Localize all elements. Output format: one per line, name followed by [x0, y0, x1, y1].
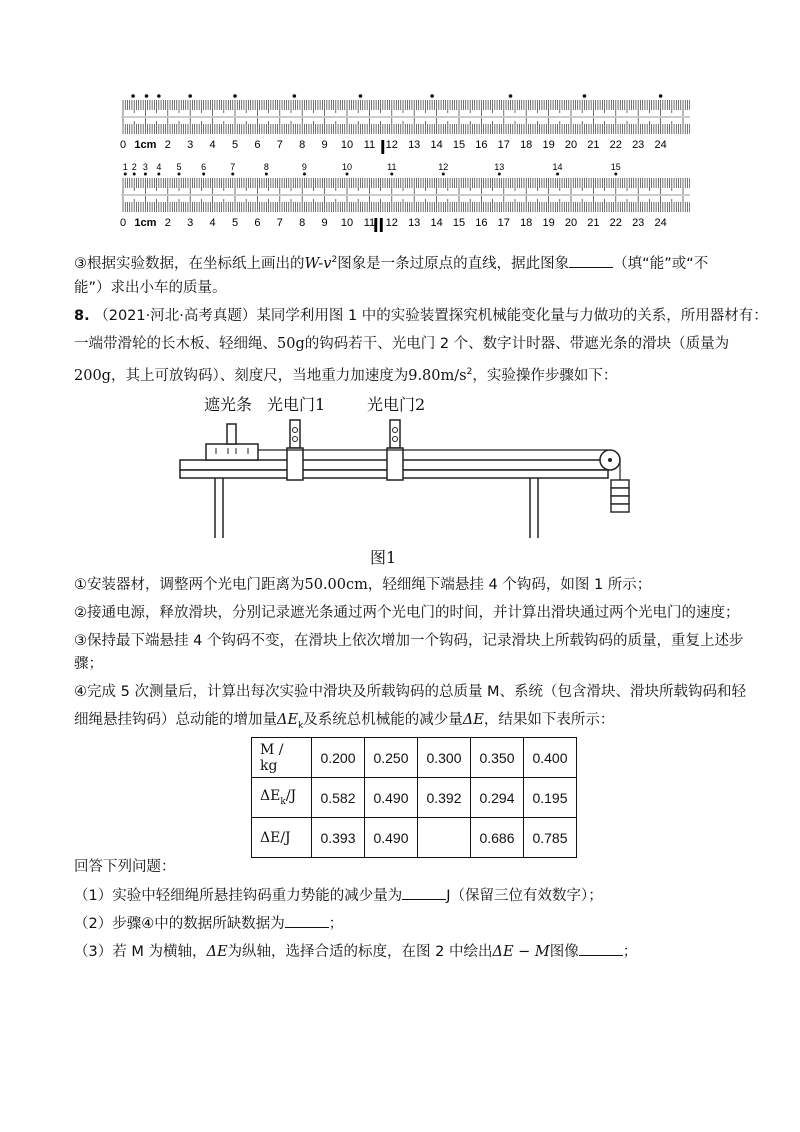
ruler-number: 9 [321, 217, 328, 229]
ruler-one-label: I [380, 137, 386, 159]
question-text: J（保留三位有效数字）； [446, 888, 603, 904]
ruler-point-label: 5 [176, 162, 182, 172]
question-number: 8. [74, 308, 90, 324]
ruler-two [120, 162, 690, 229]
ruler-number: 4 [209, 217, 216, 229]
ruler-number: 21 [587, 217, 600, 229]
table-cell: 0.195 [524, 778, 577, 818]
ruler-number: 6 [254, 139, 261, 151]
ruler-number: 8 [299, 217, 306, 229]
figure-caption: 图1 [370, 548, 397, 567]
table-cell-missing [418, 818, 471, 858]
subscript: k [280, 796, 286, 807]
ruler-number: 24 [654, 139, 667, 151]
step-text: ，轻细绳下端悬挂 4 个钩码，如图 1 所示； [367, 577, 652, 593]
ruler-dot [293, 94, 297, 98]
step-4-line1: ④完成 5 次测量后，计算出每次实验中滑块及所载钩码的总质量 M、系统（包含滑块、滑块所载钩码和轻 [74, 684, 747, 700]
ruler-number: 22 [609, 139, 622, 151]
ruler-dot [202, 173, 205, 176]
ruler-dot [390, 173, 393, 176]
ruler-dot [124, 173, 127, 176]
question-text: （3）若 M 为横轴， [74, 944, 207, 960]
ruler-number: 5 [231, 139, 239, 151]
subscript: k [298, 720, 304, 731]
ruler-dot [131, 94, 135, 98]
q8-text: 某同学利用图 1 中的实验装置探究机械能变化量与力做功的关系，所用器材有： [256, 308, 768, 324]
ruler-dot [157, 173, 160, 176]
table-cell: 0.294 [471, 778, 524, 818]
question-source: （2021·河北·高考真题） [94, 308, 257, 324]
step-text: 细绳悬挂钩码）总动能的增加量 [74, 712, 277, 728]
ruler-one [120, 94, 690, 151]
ruler-number: 2 [164, 139, 171, 151]
ruler-dot [430, 94, 434, 98]
ruler-dot [442, 173, 445, 176]
ruler-number: 0 [119, 139, 127, 151]
ruler-number: 10 [340, 139, 354, 151]
distance-value: 50.00cm [304, 577, 368, 593]
ruler-dot [359, 94, 363, 98]
ruler-number: 4 [209, 139, 216, 151]
label-shading-strip: 遮光条 [204, 395, 253, 414]
table-cell: 0.785 [524, 818, 577, 858]
ruler-number: 0 [119, 217, 127, 229]
label-unit: /J [285, 788, 297, 805]
answer-blank[interactable] [402, 885, 446, 900]
mass-value: 50g [277, 336, 305, 352]
question-text: （1）实验中轻细绳所悬挂钩码重力势能的减少量为 [74, 888, 403, 904]
ruler-number: 12 [385, 217, 398, 229]
label-photogate-2: 光电门2 [367, 395, 426, 414]
table-row [252, 738, 577, 778]
ruler-number: 13 [408, 217, 421, 229]
mass-value: 200g [74, 367, 111, 384]
ruler-point-label: 13 [494, 162, 505, 172]
ruler-point-label: 4 [156, 162, 162, 172]
ruler-number: 23 [632, 217, 645, 229]
ruler-number: 12 [385, 139, 398, 151]
table-cell: 0.392 [418, 778, 471, 818]
ruler-number: 9 [321, 139, 328, 151]
ruler-dot [145, 94, 149, 98]
ruler-dot [265, 173, 268, 176]
ruler-number: 20 [564, 139, 578, 151]
ruler-number: 19 [542, 217, 555, 229]
superscript: 2 [331, 255, 338, 265]
ruler-dot [231, 173, 234, 176]
question-text: （2）步骤④中的数据所缺数据为 [74, 916, 285, 932]
apparatus-figure [170, 390, 630, 570]
apparatus-drawing [170, 390, 630, 570]
ruler-number: 24 [654, 217, 667, 229]
ruler-number: 3 [187, 139, 194, 151]
delta-e-minus-m: ΔE − M [492, 944, 550, 960]
gravity-value: 9.80m/s [408, 367, 467, 384]
row-label-delta-ek [252, 778, 312, 818]
ruler-point-label: 1 [122, 162, 128, 172]
row-label-mass: M / kg [252, 738, 312, 778]
table-cell: 0.300 [418, 738, 471, 778]
ruler-dot [303, 173, 306, 176]
ruler-dot [498, 173, 501, 176]
ruler-dot [157, 94, 161, 98]
ruler-number: 10 [340, 217, 354, 229]
ruler-dot [133, 173, 136, 176]
ruler-number: 11 [363, 217, 376, 229]
step-2: ②接通电源，释放滑块，分别记录遮光条通过两个光电门的时间，并计算出滑块通过两个光电门的速度； [74, 605, 740, 621]
ruler-number: 15 [452, 139, 466, 151]
ruler-number: 8 [299, 139, 306, 151]
ruler-dot [188, 94, 192, 98]
q7-text: （填“能”或“不 [613, 255, 709, 272]
question-text: ； [622, 944, 638, 960]
ruler-dot [509, 94, 513, 98]
step-text: ①安装器材，调整两个光电门距离为 [74, 577, 305, 593]
table-cell: 0.582 [312, 778, 365, 818]
q8-intro-line1 [74, 306, 768, 326]
table-cell: 0.350 [471, 738, 524, 778]
ruler-number: 21 [587, 139, 600, 151]
ruler-dot [346, 173, 349, 176]
ruler-number: 15 [452, 217, 466, 229]
ruler-dot [556, 173, 559, 176]
step-1 [74, 575, 651, 595]
ruler-number: 22 [609, 217, 622, 229]
ruler-point-label: 9 [301, 162, 307, 172]
sub-question-1 [74, 885, 603, 906]
row-label-delta-e: ΔE/J [252, 818, 312, 858]
ruler-number: 17 [497, 139, 510, 151]
q8-intro-line3 [74, 362, 617, 386]
ruler-number: 2 [164, 217, 171, 229]
table-cell: 0.686 [471, 818, 524, 858]
ruler-dot [144, 173, 147, 176]
step-3-line2: 骤； [74, 656, 103, 672]
table-row [252, 778, 577, 818]
superscript: 2 [466, 367, 473, 377]
q7-text: ③根据实验数据，在坐标纸上画出的 [74, 255, 305, 272]
q8-intro-line2 [74, 334, 729, 354]
sub-question-3 [74, 941, 637, 962]
ruler-point-label: 11 [387, 162, 397, 172]
ruler-dot [583, 94, 587, 98]
table-cell: 0.393 [312, 818, 365, 858]
label-text: ΔE [260, 788, 281, 805]
ruler-point-label: 10 [341, 162, 353, 172]
table-cell: 0.200 [312, 738, 365, 778]
ruler-number: 20 [564, 217, 578, 229]
q8-text: ，实验操作步骤如下： [472, 367, 618, 384]
ruler-number: 13 [408, 139, 421, 151]
step-text: 及系统总机械能的减少量 [303, 712, 463, 728]
ruler-number: 6 [254, 217, 261, 229]
delta-e: ΔE [206, 944, 228, 960]
ruler-point-label: 12 [438, 162, 449, 172]
w-v-variable: W-v [304, 255, 332, 272]
ruler-dot [178, 173, 181, 176]
ruler-number: 23 [632, 139, 645, 151]
delta-e: ΔE [462, 712, 484, 728]
ruler-number: 3 [187, 217, 194, 229]
ruler-point-label: 14 [552, 162, 563, 172]
answer-blank[interactable] [285, 913, 329, 928]
ruler-point-label: 7 [230, 162, 236, 172]
ruler-number: 5 [231, 217, 239, 229]
question-text: ； [328, 916, 344, 932]
step-text: ，结果如下表所示： [483, 712, 615, 728]
ruler-dot [233, 94, 237, 98]
q8-text: ，其上可放钩码）、刻度尺，当地重力加速度为 [110, 367, 409, 384]
results-table [251, 737, 577, 858]
q8-text: 的钩码若干、光电门 2 个、数字计时器、带遮光条的滑块（质量为 [304, 336, 730, 352]
ruler-point-label: 8 [263, 162, 269, 172]
table-row [252, 818, 577, 858]
ruler-number: 16 [475, 217, 488, 229]
q8-text: 一端带滑轮的长木板、轻细绳、 [74, 336, 277, 352]
sub-question-2 [74, 913, 343, 934]
ruler-number: 7 [276, 217, 283, 229]
table-cell: 0.490 [365, 818, 418, 858]
step-4-line2 [74, 710, 614, 736]
ruler-number: 19 [542, 139, 555, 151]
q7-text: 图象是一条过原点的直线，据此图象 [337, 255, 570, 272]
q7-item3-line1 [74, 250, 708, 274]
ruler-number: 14 [430, 217, 443, 229]
ruler-number: 17 [497, 217, 510, 229]
ruler-two-label: II [373, 215, 385, 237]
ruler-number: 1cm [134, 139, 157, 151]
question-text: 图像 [549, 944, 579, 960]
ruler-dot [614, 173, 617, 176]
ruler-point-label: 3 [142, 162, 148, 172]
question-text: 为纵轴，选择合适的标度，在图 2 中绘出 [227, 944, 493, 960]
delta-ek: ΔE [277, 712, 299, 728]
ruler-number: 18 [520, 217, 533, 229]
ruler-point-label: 15 [610, 162, 621, 172]
table-cell: 0.490 [365, 778, 418, 818]
answer-blank[interactable] [579, 941, 623, 956]
table-cell: 0.400 [524, 738, 577, 778]
answer-blank[interactable] [569, 253, 613, 268]
vernier-rulers-figure [110, 90, 690, 240]
ruler-number: 16 [475, 139, 488, 151]
ruler-number: 11 [363, 139, 376, 151]
ruler-number: 14 [430, 139, 443, 151]
table-cell: 0.250 [365, 738, 418, 778]
ruler-number: 7 [276, 139, 283, 151]
step-3-line1: ③保持最下端悬挂 4 个钩码不变，在滑块上依次增加一个钩码，记录滑块上所载钩码的质量，重复上述步 [74, 633, 744, 649]
ruler-point-label: 6 [201, 162, 207, 172]
ruler-number: 1cm [134, 217, 157, 229]
label-photogate-1: 光电门1 [267, 395, 326, 414]
ruler-point-label: 2 [131, 162, 137, 172]
ruler-dot [659, 94, 663, 98]
q7-item3-line2: 能”）求出小车的质量。 [74, 280, 227, 296]
answer-intro: 回答下列问题： [74, 859, 176, 875]
ruler-number: 18 [520, 139, 533, 151]
